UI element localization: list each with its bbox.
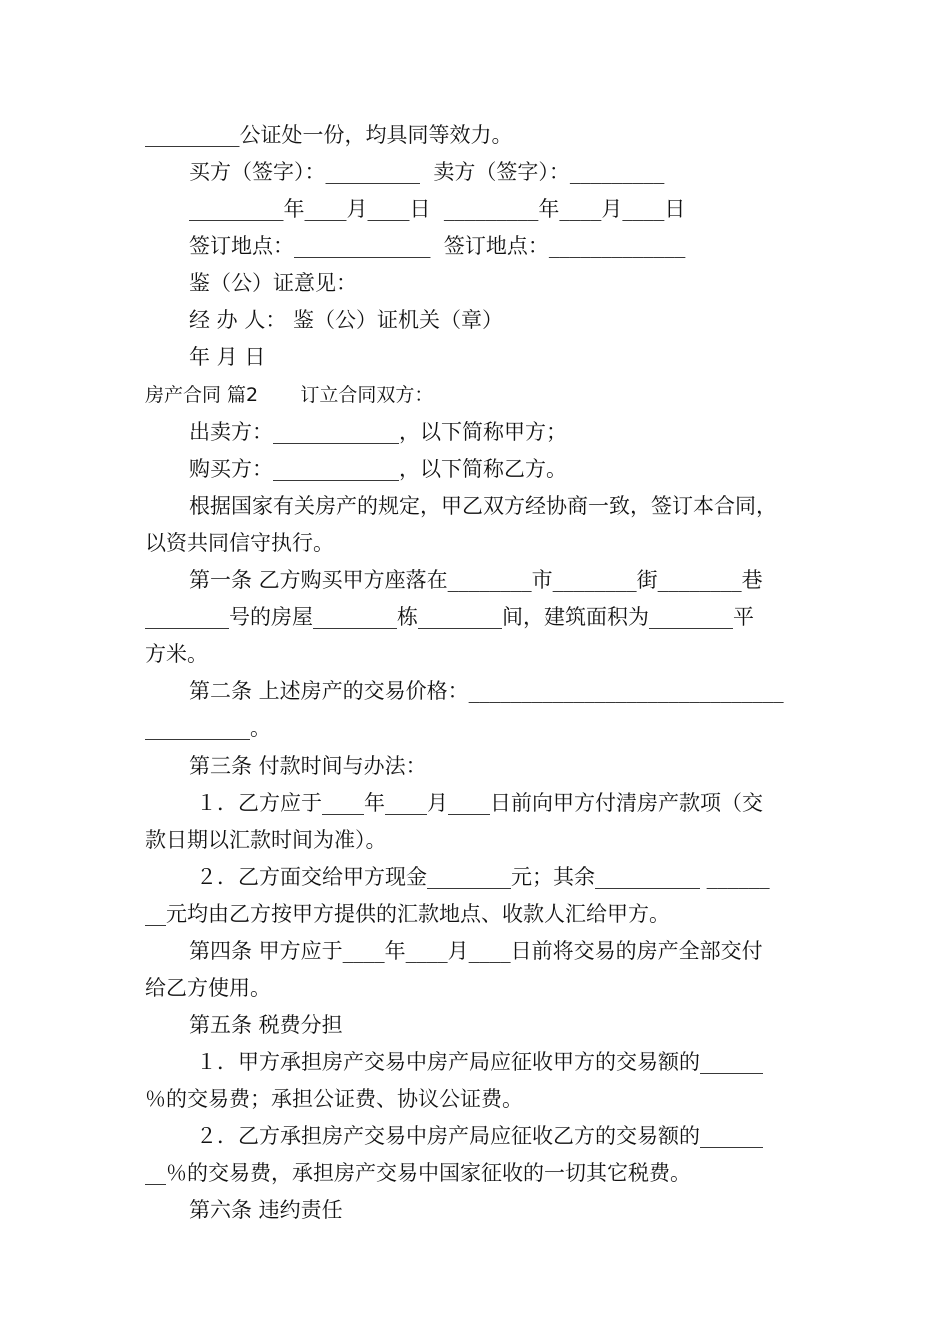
article5-item1-line-1: １．甲方承担房产交易中房产局应征收甲方的交易额的______ [196, 1050, 763, 1074]
handler-line: 经 办 人： 鉴（公）证机关（章） [189, 308, 504, 332]
article4-line-2: 给乙方使用。 [145, 976, 271, 1000]
article5-item2-line-2: __％的交易费，承担房产交易中国家征收的一切其它税费。 [145, 1161, 691, 1185]
signing-location-line: 签订地点：_____________ 签订地点：_____________ [189, 234, 686, 258]
date-line: _________年____月____日 _________年____月____日 [189, 197, 686, 221]
article1-line-3: 方米。 [145, 642, 208, 666]
article3-item1-line-2: 款日期以汇款时间为准）。 [145, 828, 387, 852]
article3-item2-line-1: ２．乙方面交给甲方现金________元；其余__________ ______ [196, 865, 770, 889]
article5-item2-line-1: ２．乙方承担房产交易中房产局应征收乙方的交易额的______ [196, 1124, 763, 1148]
article5-item1-line-2: ％的交易费；承担公证费、协议公证费。 [145, 1087, 523, 1111]
article2-line-2: __________。 [145, 716, 271, 740]
article3-item2-line-2: __元均由乙方按甲方提供的汇款地点、收款人汇给甲方。 [145, 902, 670, 926]
notary-copy-line: _________公证处一份，均具同等效力。 [145, 123, 513, 147]
article4-line-1: 第四条 甲方应于____年____月____日前将交易的房产全部交付 [189, 939, 763, 963]
article2-line-1: 第二条 上述房产的交易价格：______________________________ [189, 679, 784, 703]
buyer-line: 购买方：____________，以下简称乙方。 [189, 457, 567, 481]
date-label-line: 年 月 日 [189, 345, 266, 369]
article1-line-1: 第一条 乙方购买甲方座落在________市________街________巷 [189, 568, 763, 592]
article6-title: 第六条 违约责任 [189, 1198, 343, 1222]
article3-title: 第三条 付款时间与办法： [189, 754, 427, 778]
seller-line: 出卖方：____________，以下简称甲方； [189, 420, 567, 444]
signature-line: 买方（签字）：_________ 卖方（签字）：_________ [189, 160, 665, 184]
section-heading: 房产合同 篇2 订立合同双方： [145, 384, 434, 406]
article1-line-2: ________号的房屋________栋________间，建筑面积为________平 [145, 605, 754, 629]
article3-item1-line-1: １．乙方应于____年____月____日前向甲方付清房产款项（交 [196, 791, 763, 815]
article5-title: 第五条 税费分担 [189, 1013, 343, 1037]
preamble-line-1: 根据国家有关房产的规定，甲乙双方经协商一致，签订本合同， [189, 494, 777, 518]
notary-opinion-line: 鉴（公）证意见： [189, 271, 357, 295]
preamble-line-2: 以资共同信守执行。 [145, 531, 334, 555]
